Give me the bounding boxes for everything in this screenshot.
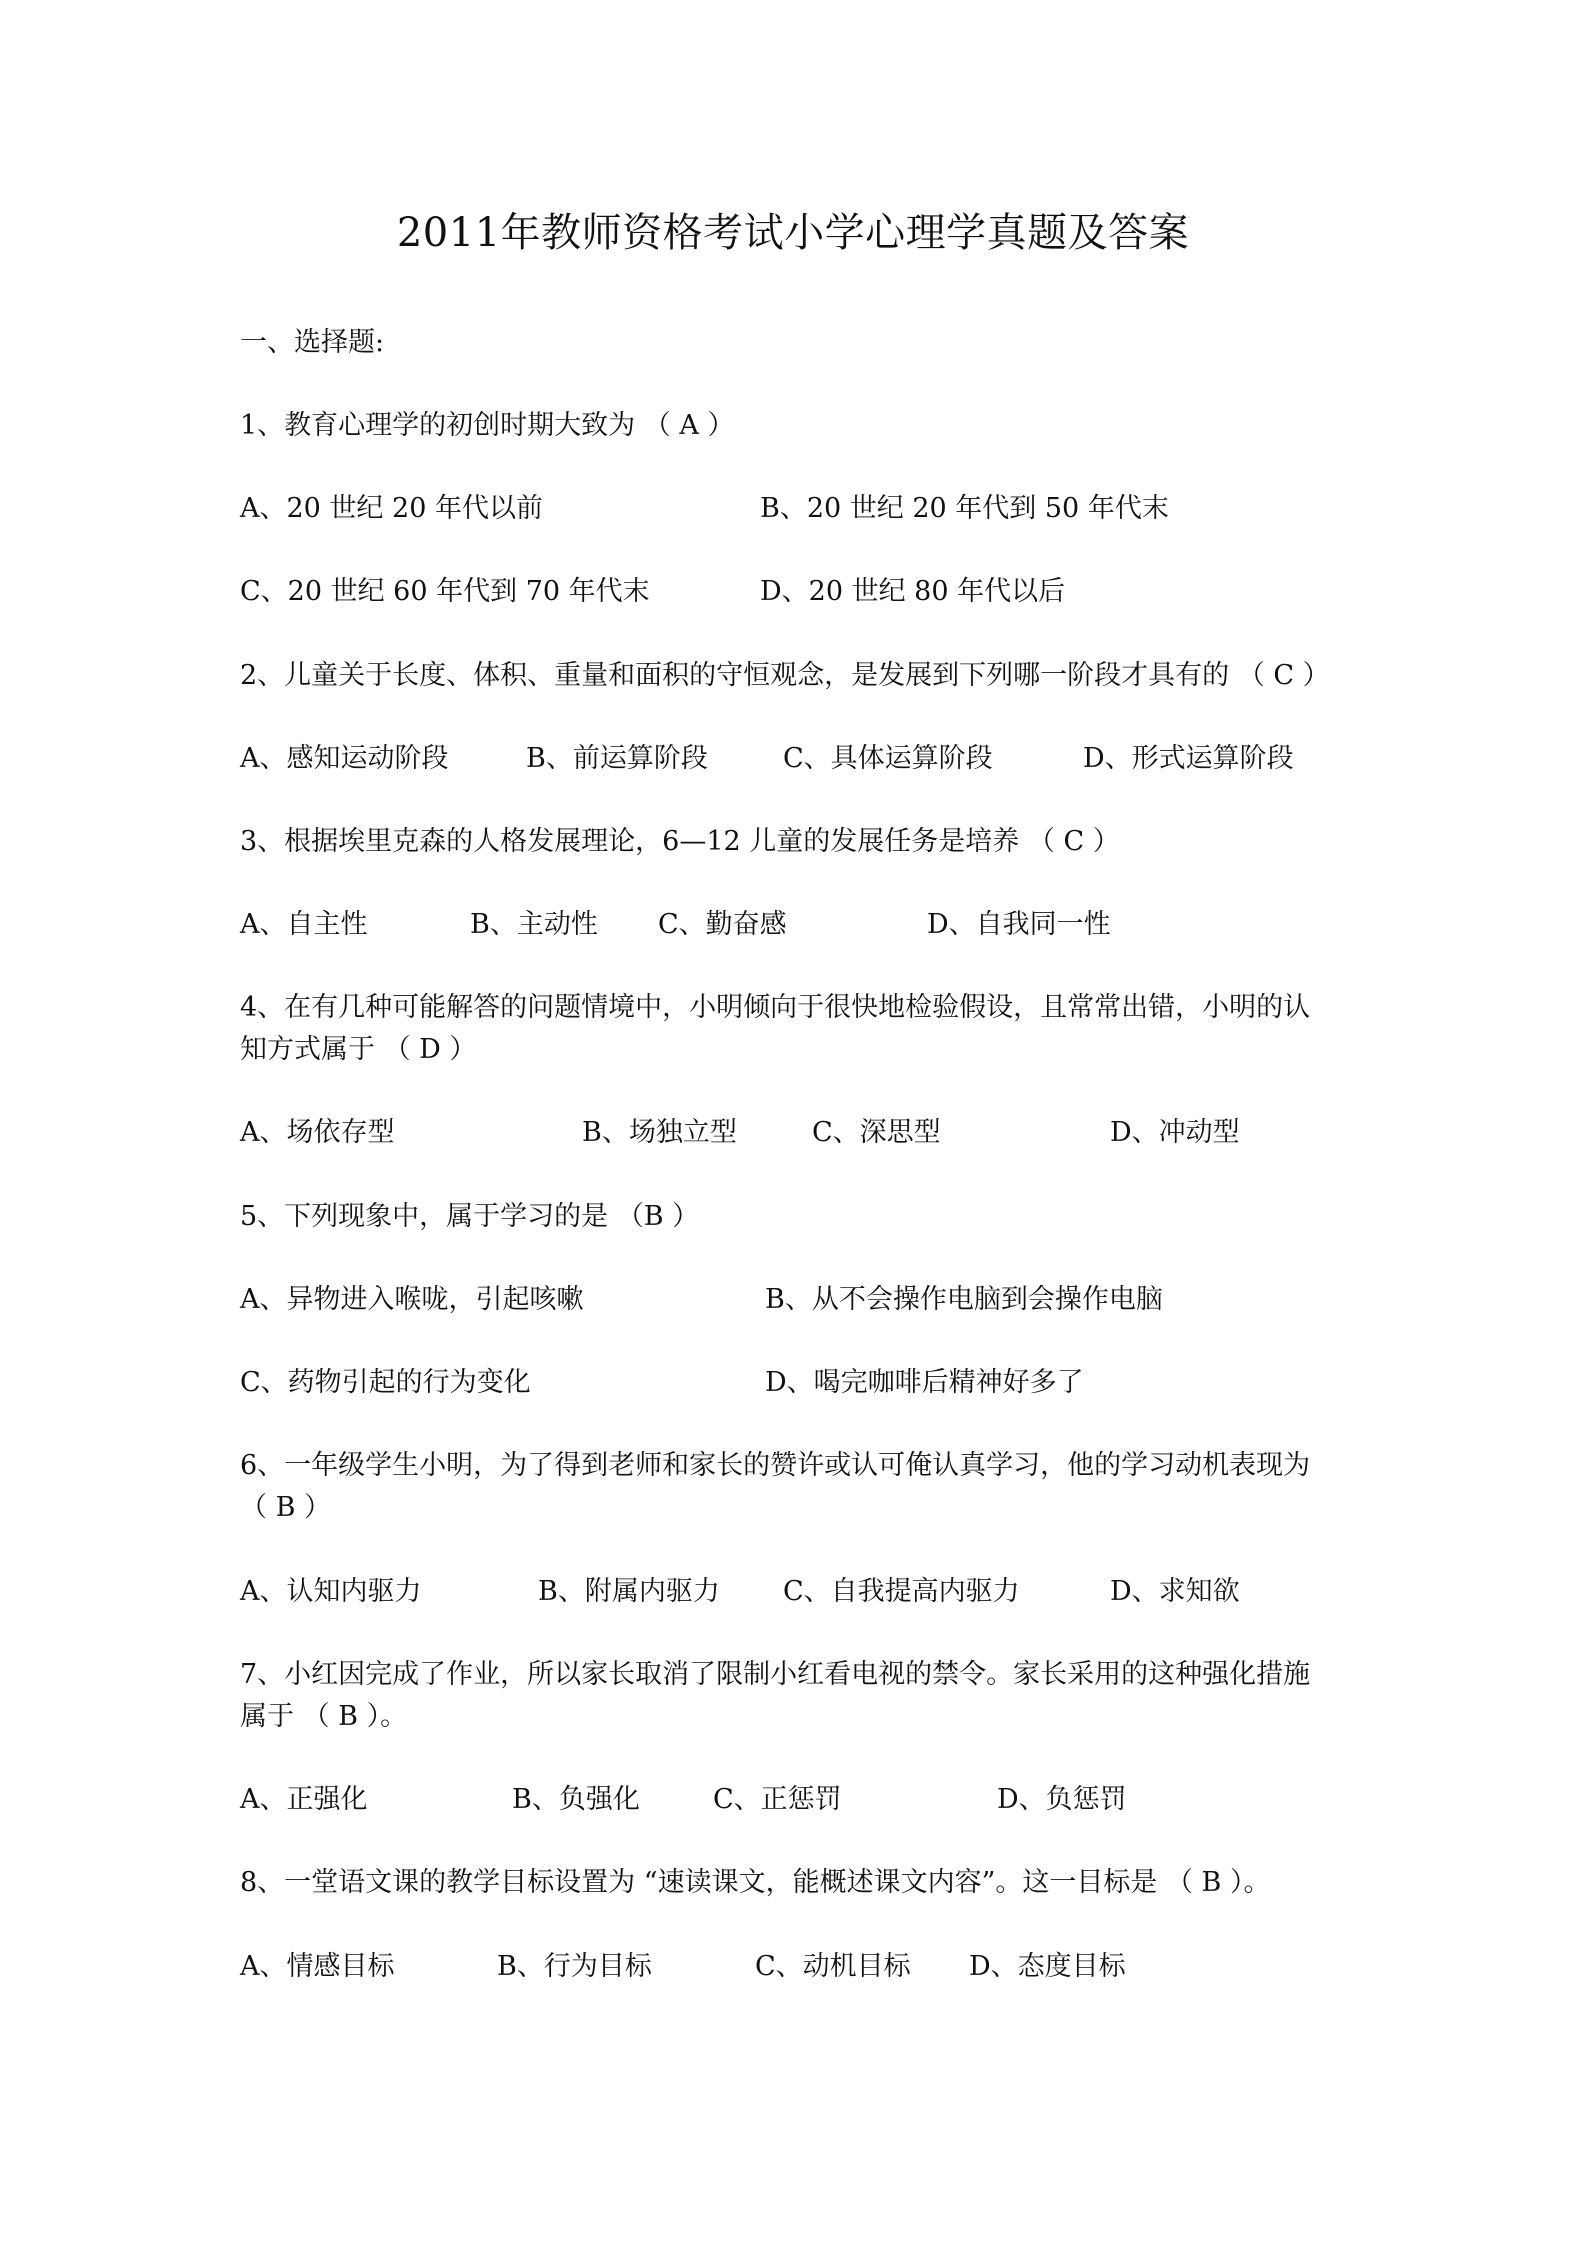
question-8-option-a: A、情感目标 bbox=[240, 1951, 395, 1982]
section-heading: 一、选择题: bbox=[240, 327, 385, 358]
question-6-option-c: C、自我提高内驱力 bbox=[783, 1576, 1020, 1607]
question-4-option-c: C、深思型 bbox=[812, 1117, 941, 1148]
question-1-option-d: D、20 世纪 80 年代以后 bbox=[760, 576, 1066, 607]
question-4-stem-line-2: 知方式属于 （ D ） bbox=[240, 1034, 477, 1065]
question-8-option-d: D、态度目标 bbox=[969, 1951, 1126, 1982]
question-2-option-b: B、前运算阶段 bbox=[526, 743, 708, 774]
question-6-stem-line-2: （ B ） bbox=[240, 1492, 332, 1523]
question-2-option-d: D、形式运算阶段 bbox=[1083, 743, 1294, 774]
question-4-stem-line-1: 4、在有几种可能解答的问题情境中，小明倾向于很快地检验假设，且常常出错，小明的认 bbox=[240, 992, 1311, 1023]
question-5-option-d: D、喝完咖啡后精神好多了 bbox=[765, 1367, 1084, 1398]
question-5-stem: 5、下列现象中，属于学习的是 （B ） bbox=[240, 1201, 700, 1232]
question-6-option-b: B、附属内驱力 bbox=[538, 1576, 720, 1607]
page-title: 2011年教师资格考试小学心理学真题及答案 bbox=[396, 210, 1190, 256]
question-2-option-a: A、感知运动阶段 bbox=[240, 743, 449, 774]
question-4-option-b: B、场独立型 bbox=[582, 1117, 737, 1148]
question-6-stem-line-1: 6、一年级学生小明，为了得到老师和家长的赞许或认可俺认真学习，他的学习动机表现为 bbox=[240, 1450, 1311, 1481]
question-4-option-a: A、场依存型 bbox=[240, 1117, 395, 1148]
question-6-option-a: A、认知内驱力 bbox=[240, 1576, 422, 1607]
question-3-option-c: C、勤奋感 bbox=[658, 909, 787, 940]
question-4-option-d: D、冲动型 bbox=[1110, 1117, 1240, 1148]
question-7-option-d: D、负惩罚 bbox=[997, 1784, 1127, 1815]
question-3-option-a: A、自主性 bbox=[240, 909, 368, 940]
question-3-stem: 3、根据埃里克森的人格发展理论，6—12 儿童的发展任务是培养 （ C ） bbox=[240, 826, 1120, 857]
question-5-option-b: B、从不会操作电脑到会操作电脑 bbox=[765, 1284, 1163, 1315]
question-8-stem: 8、一堂语文课的教学目标设置为 “速读课文，能概述课文内容”。这一目标是 （ B ）。 bbox=[240, 1867, 1271, 1898]
question-6-option-d: D、求知欲 bbox=[1110, 1576, 1240, 1607]
question-7-option-a: A、正强化 bbox=[240, 1784, 368, 1815]
question-3-option-b: B、主动性 bbox=[470, 909, 598, 940]
question-3-option-d: D、自我同一性 bbox=[927, 909, 1111, 940]
question-2-stem: 2、儿童关于长度、体积、重量和面积的守恒观念，是发展到下列哪一阶段才具有的 （ C ） bbox=[240, 660, 1330, 691]
question-1-option-a: A、20 世纪 20 年代以前 bbox=[240, 493, 543, 524]
question-2-option-c: C、具体运算阶段 bbox=[783, 743, 993, 774]
question-8-option-b: B、行为目标 bbox=[497, 1951, 652, 1982]
question-7-stem-line-2: 属于 （ B ）。 bbox=[240, 1701, 408, 1732]
question-5-option-c: C、药物引起的行为变化 bbox=[240, 1367, 531, 1398]
question-1-option-b: B、20 世纪 20 年代到 50 年代末 bbox=[760, 493, 1169, 524]
question-7-option-b: B、负强化 bbox=[512, 1784, 640, 1815]
question-1-option-c: C、20 世纪 60 年代到 70 年代末 bbox=[240, 576, 650, 607]
question-7-stem-line-1: 7、小红因完成了作业，所以家长取消了限制小红看电视的禁令。家长采用的这种强化措施 bbox=[240, 1659, 1311, 1690]
question-1-stem: 1、教育心理学的初创时期大致为 （ A ） bbox=[240, 410, 735, 441]
question-8-option-c: C、动机目标 bbox=[755, 1951, 911, 1982]
question-5-option-a: A、异物进入喉咙，引起咳嗽 bbox=[240, 1284, 584, 1315]
question-7-option-c: C、正惩罚 bbox=[713, 1784, 842, 1815]
